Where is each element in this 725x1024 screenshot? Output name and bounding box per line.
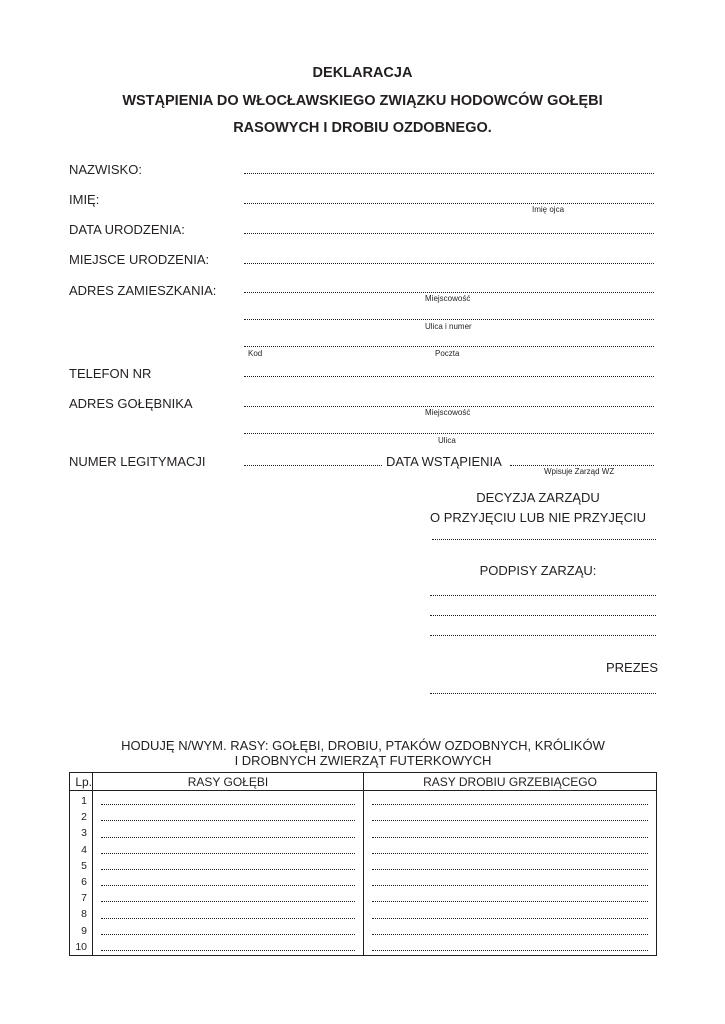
pigeon-breed-line[interactable] xyxy=(101,923,355,939)
poultry-breed-line[interactable] xyxy=(372,890,648,906)
poultry-breed-line[interactable] xyxy=(372,923,648,939)
birth-date-line[interactable] xyxy=(244,232,654,234)
row-number: 6 xyxy=(81,875,87,888)
pigeon-breed-line[interactable] xyxy=(101,906,355,922)
first-name-line[interactable] xyxy=(244,202,654,204)
poultry-breed-line[interactable] xyxy=(372,939,648,955)
row-number: 3 xyxy=(81,827,87,840)
phone-line[interactable] xyxy=(244,375,654,377)
row-numbers xyxy=(70,791,93,956)
join-date-label: DATA WSTĄPIENIA xyxy=(386,454,502,469)
poultry-breeds-column-header: RASY DROBIU GRZEBIĄCEGO xyxy=(364,773,657,791)
breeds-table xyxy=(69,772,657,956)
row-number: 2 xyxy=(81,811,87,824)
president-label: PREZES xyxy=(605,660,658,675)
pigeon-breed-line[interactable] xyxy=(101,939,355,955)
address-postal-line[interactable] xyxy=(244,345,654,347)
decision-subheading: O PRZYJĘCIU LUB NIE PRZYJĘCIU xyxy=(430,510,646,525)
address-street-hint: Ulica i numer xyxy=(425,322,472,331)
birth-date-label: DATA URODZENIA: xyxy=(69,222,185,237)
pigeon-breed-line[interactable] xyxy=(101,858,355,874)
pigeon-breed-line[interactable] xyxy=(101,890,355,906)
surname-line[interactable] xyxy=(244,172,654,174)
signature-line-2[interactable] xyxy=(430,614,656,616)
loft-address-label: ADRES GOŁĘBNIKA xyxy=(69,396,193,411)
address-town-line[interactable] xyxy=(244,291,654,293)
loft-town-line[interactable] xyxy=(244,405,654,407)
poultry-breed-line[interactable] xyxy=(372,809,648,825)
decision-heading: DECYZJA ZARZĄDU xyxy=(476,490,600,505)
decision-line[interactable] xyxy=(432,538,656,540)
loft-town-hint: Miejscowość xyxy=(425,408,471,417)
poultry-breeds-cell xyxy=(364,791,657,956)
postal-code-hint: Kod xyxy=(248,349,263,358)
lp-column-header: Lp. xyxy=(70,773,93,791)
breeding-heading-line2: I DROBNYCH ZWIERZĄT FUTERKOWYCH xyxy=(234,753,492,768)
id-number-line[interactable] xyxy=(244,464,382,466)
post-office-hint: Poczta xyxy=(435,349,460,358)
loft-street-line[interactable] xyxy=(244,432,654,434)
breeds-table-body xyxy=(70,791,657,956)
form-subtitle-line1: WSTĄPIENIA DO WŁOCŁAWSKIEGO ZWIĄZKU HODOWCÓW GOŁĘBI xyxy=(122,93,603,109)
president-signature-line[interactable] xyxy=(430,692,656,694)
poultry-breed-line[interactable] xyxy=(372,906,648,922)
poultry-breed-line[interactable] xyxy=(372,842,648,858)
breeding-heading-line1: HODUJĘ N/WYM. RASY: GOŁĘBI, DROBIU, PTAKÓW OZDOBNYCH, KRÓLIKÓW xyxy=(121,738,605,753)
row-number: 1 xyxy=(81,795,87,807)
row-number: 8 xyxy=(81,908,87,921)
signature-line-3[interactable] xyxy=(430,634,656,636)
row-number: 7 xyxy=(81,892,87,905)
join-date-line[interactable] xyxy=(510,464,654,466)
poultry-breed-line[interactable] xyxy=(372,793,648,809)
form-subtitle-line2: RASOWYCH I DROBIU OZDOBNEGO. xyxy=(233,120,492,136)
pigeon-breeds-cell xyxy=(93,791,364,956)
id-number-label: NUMER LEGITYMACJI xyxy=(69,454,206,469)
row-number: 4 xyxy=(81,843,87,856)
father-name-hint: Imię ojca xyxy=(532,205,565,214)
pigeon-breed-line[interactable] xyxy=(101,874,355,890)
phone-label: TELEFON NR xyxy=(69,366,152,381)
pigeon-breed-line[interactable] xyxy=(101,809,355,825)
surname-label: NAZWISKO: xyxy=(69,162,142,177)
signature-line-1[interactable] xyxy=(430,594,656,596)
poultry-breed-line[interactable] xyxy=(372,858,648,874)
address-street-line[interactable] xyxy=(244,318,654,320)
board-signatures-label: PODPISY ZARZĄU: xyxy=(479,563,597,578)
pigeon-breed-line[interactable] xyxy=(101,842,355,858)
pigeon-breeds-column-header: RASY GOŁĘBI xyxy=(93,773,364,791)
address-town-hint: Miejscowość xyxy=(425,294,471,303)
address-label: ADRES ZAMIESZKANIA: xyxy=(69,283,217,298)
form-title: DEKLARACJA xyxy=(312,65,413,81)
birth-place-label: MIEJSCE URODZENIA: xyxy=(69,252,210,267)
pigeon-breed-line[interactable] xyxy=(101,793,355,809)
poultry-breed-line[interactable] xyxy=(372,825,648,841)
first-name-label: IMIĘ: xyxy=(69,192,100,207)
row-number: 5 xyxy=(81,859,87,872)
pigeon-breed-line[interactable] xyxy=(101,825,355,841)
board-fills-hint: Wpisuje Zarząd WZ xyxy=(544,467,615,476)
row-number: 10 xyxy=(75,940,87,953)
row-number: 9 xyxy=(81,924,87,937)
loft-street-hint: Ulica xyxy=(438,436,456,445)
poultry-breed-line[interactable] xyxy=(372,874,648,890)
breeds-table-header xyxy=(70,773,657,791)
birth-place-line[interactable] xyxy=(244,262,654,264)
